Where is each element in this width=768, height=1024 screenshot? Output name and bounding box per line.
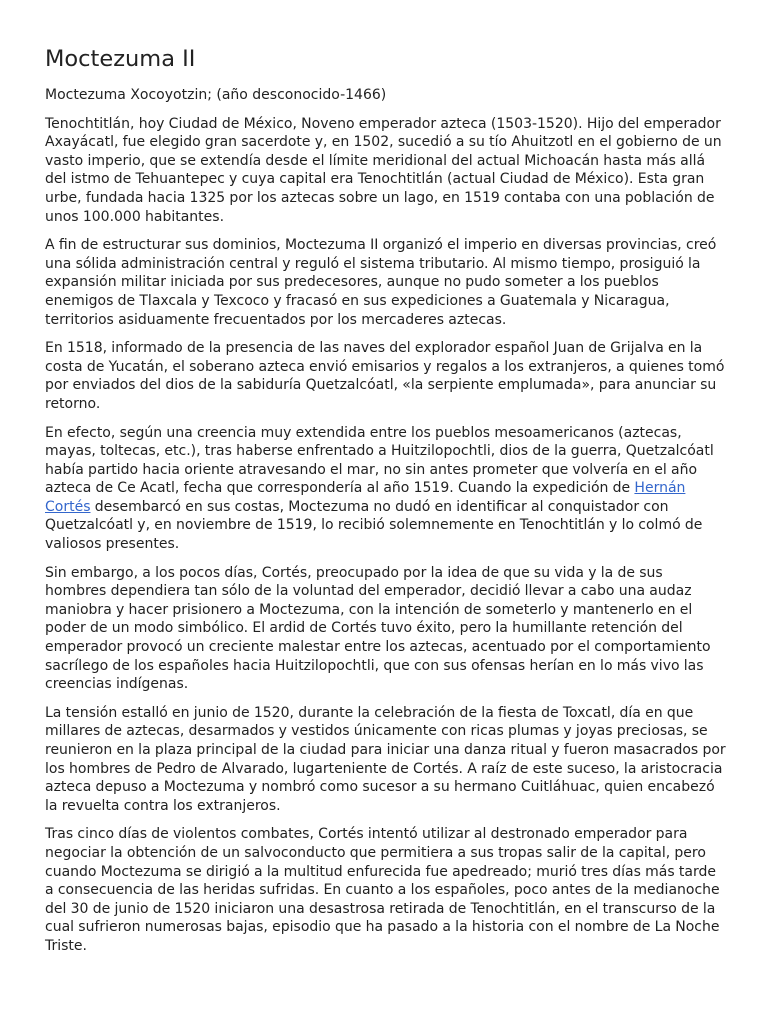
paragraph-text: desembarcó en sus costas, Moctezuma no dudó en identificar al conquistador con Quetzalcóatl y, en noviembre de 1519, lo recibió solemnemente en Tenochtitlán y lo colmó de valiosos presentes.	[45, 498, 703, 553]
subtitle: Moctezuma Xocoyotzin; (año desconocido-1466)	[45, 87, 387, 103]
paragraph	[45, 424, 727, 554]
paragraph: La tensión estalló en junio de 1520, durante la celebración de la fiesta de Toxcatl, día en que millares de aztecas, desarmados y vestidos únicamente con ricas plumas y joyas preciosas, se reunieron en la plaza principal de la ciudad para iniciar una danza ritual y fueron masacrados por los hombres de Pedro de Alvarado, lugarteniente de Cortés. A raíz de este suceso, la aristocracia azteca depuso a Moctezuma y nombró como sucesor a su hermano Cuitláhuac, quien encabezó la revuelta contra los extranjeros.	[45, 704, 726, 814]
hernan-cortes-link[interactable]: Hernán Cortés	[45, 480, 686, 515]
paragraph-text: En efecto, según una creencia muy extendida entre los pueblos mesoamericanos (aztecas, mayas, toltecas, etc.), tras haberse enfrentado a Huitzilopochtli, dios de la guerra, Quetzalcóatl había partido hacia oriente atravesando el mar, no sin antes prometer que volvería en el año azteca de Ce Acatl, fecha que correspondería al año 1519. Cuando la expedición de	[45, 424, 714, 497]
page-title: Moctezuma II	[45, 46, 196, 72]
paragraph: Sin embargo, a los pocos días, Cortés, preocupado por la idea de que su vida y la de sus hombres dependiera tan sólo de la voluntad del emperador, decidió llevar a cabo una audaz maniobra y hacer prisionero a Moctezuma, con la intención de someterlo y mantenerlo en el poder de un modo simbólico. El ardid de Cortés tuvo éxito, pero la humillante retención del emperador provocó un creciente malestar entre los aztecas, acentuado por el comportamiento sacrílego de los españoles hacia Huitzilopochtli, que con sus ofensas herían en lo más vivo las creencias indígenas.	[45, 564, 711, 693]
paragraph: Tras cinco días de violentos combates, Cortés intentó utilizar al destronado emperador para negociar la obtención de un salvoconducto que permitiera a sus tropas salir de la capital, pero cuando Moctezuma se dirigió a la multitud enfurecida fue apedreado; murió tres días más tarde a consecuencia de las heridas sufridas. En cuanto a los españoles, poco antes de la medianoche del 30 de junio de 1520 iniciaron una desastrosa retirada de Tenochtitlán, en el transcurso de la cual sufrieron numerosas bajas, episodio que ha pasado a la historia con el nombre de La Noche Triste.	[45, 826, 720, 954]
paragraph: Tenochtitlán, hoy Ciudad de México, Noveno emperador azteca (1503-1520). Hijo del emperador Axayácatl, fue elegido gran sacerdote y, en 1502, sucedió a su tío Ahuitzotl en el gobierno de un vasto imperio, que se extendía desde el límite meridional del actual Michoacán hasta más allá del istmo de Tehuantepec y cuya capital era Tenochtitlán (actual Ciudad de México). Esta gran urbe, fundada hacia 1325 por los aztecas sobre un lago, en 1519 contaba con una población de unos 100.000 habitantes.	[45, 115, 722, 225]
paragraph: En 1518, informado de la presencia de las naves del explorador español Juan de Grijalva en la costa de Yucatán, el soberano azteca envió emisarios y regalos a los extranjeros, a quienes tomó por enviados del dios de la sabiduría Quetzalcóatl, «la serpiente emplumada», para anunciar su retorno.	[45, 340, 725, 412]
paragraph: A fin de estructurar sus dominios, Moctezuma II organizó el imperio en diversas provincias, creó una sólida administración central y reguló el sistema tributario. Al mismo tiempo, prosiguió la expansión militar iniciada por sus predecesores, aunque no pudo someter a los pueblos enemigos de Tlaxcala y Texcoco y fracasó en sus expediciones a Guatemala y Nicaragua, territorios asiduamente frecuentados por los mercaderes aztecas.	[45, 237, 717, 328]
article	[45, 44, 727, 966]
